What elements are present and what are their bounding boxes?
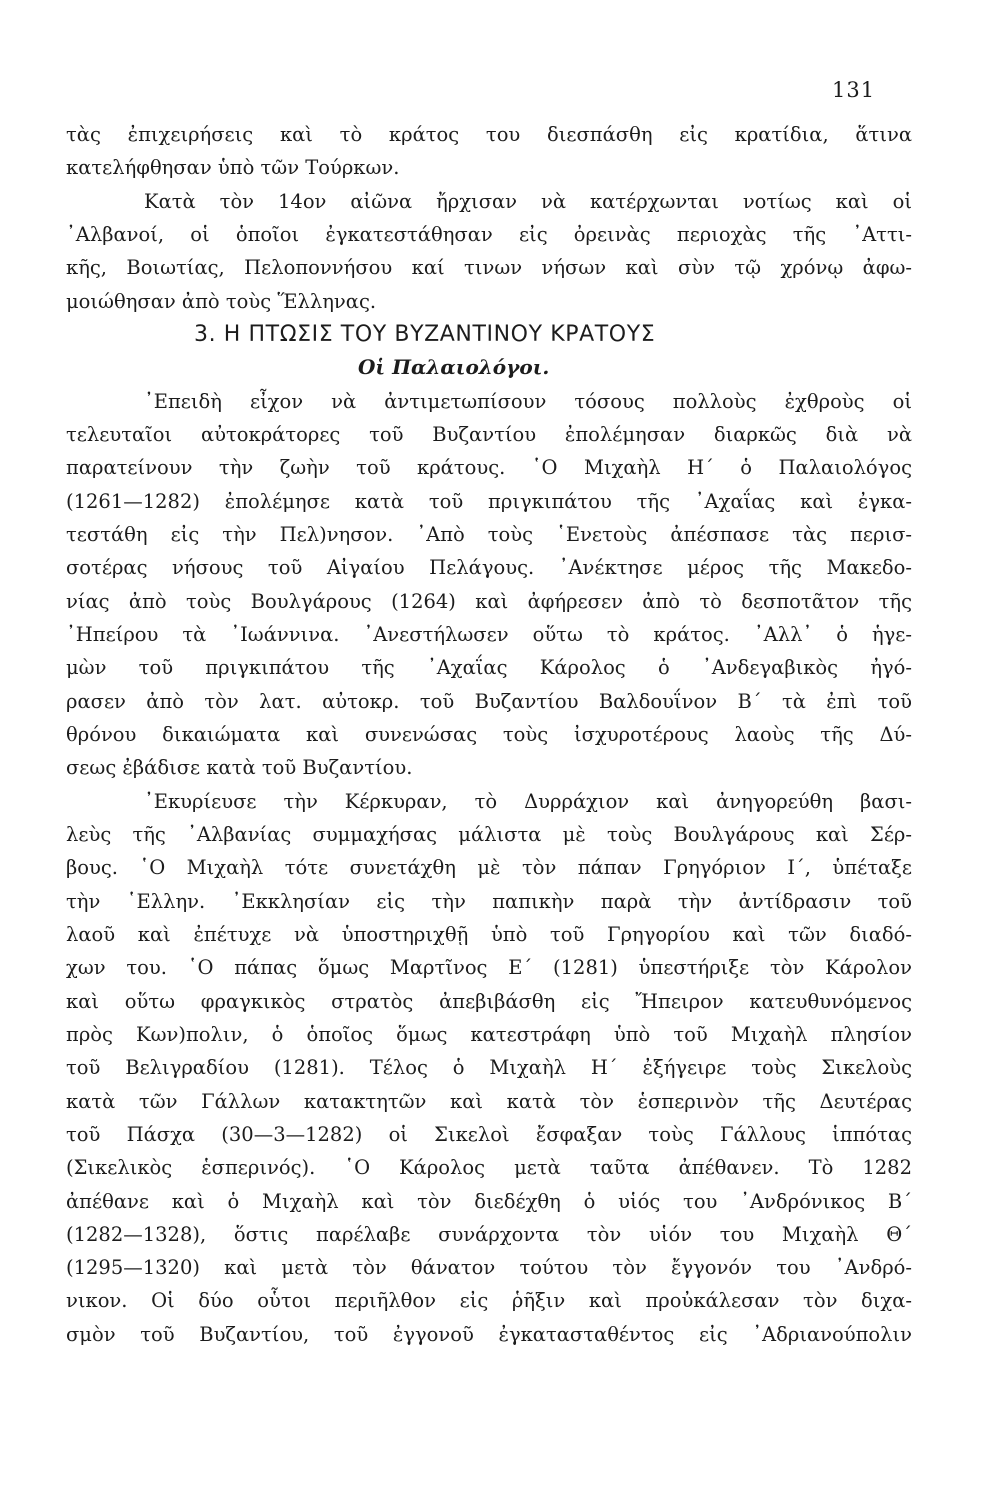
text-line: Κατὰ τὸν 14ον αἰῶνα ἤρχισαν νὰ κατέρχωνται νοτίως καὶ οἱ [144,189,912,213]
section-heading: 3. Η ΠΤΩΣΙΣ ΤΟΥ ΒΥΖΑΝΤΙΝΟΥ ΚΡΑΤΟΥΣ [194,321,656,347]
text-line: μοιώθησαν ἀπὸ τοὺς Ἕλληνας. [66,289,377,313]
text-line: τελευταῖοι αὐτοκράτορες τοῦ Βυζαντίου ἐπολέμησαν διαρκῶς διὰ νὰ [66,422,912,446]
text-line: σεως ἐβάδισε κατὰ τοῦ Βυζαντίου. [66,756,413,780]
text-line: μὼν τοῦ πριγκιπάτου τῆς ᾿Αχαΐας Κάρολος ὁ ᾿Ανδεγαβικὸς ἠγό- [66,656,912,680]
text-line: σοτέρας νήσους τοῦ Αἰγαίου Πελάγους. ᾿Ανέκτησε μέρος τῆς Μακεδο- [66,556,912,580]
text-line: πρὸς Κων)πολιν, ὁ ὁποῖος ὅμως κατεστράφη ὑπὸ τοῦ Μιχαὴλ πλησίον [66,1022,912,1046]
text-line: λαοῦ καὶ ἐπέτυχε νὰ ὑποστηριχθῇ ὑπὸ τοῦ Γρηγορίου καὶ τῶν διαδό- [66,922,912,946]
text-line: (1295—1320) καὶ μετὰ τὸν θάνατον τούτου τὸν ἔγγονόν του ᾿Ανδρό- [66,1256,912,1280]
text-line: παρατείνουν τὴν ζωὴν τοῦ κράτους. ῾Ο Μιχαὴλ Η΄ ὁ Παλαιολόγος [66,456,912,480]
text-line: χων του. ῾Ο πάπας ὅμως Μαρτῖνος Ε΄ (1281) ὑπεστήριξε τὸν Κάρολον [66,956,912,980]
text-line: ᾿Εκυρίευσε τὴν Κέρκυραν, τὸ Δυρράχιον καὶ ἀνηγορεύθη βασι- [144,789,912,813]
text-line: βους. ῾Ο Μιχαὴλ τότε συνετάχθη μὲ τὸν πάπαν Γρηγόριον Ι΄, ὑπέταξε [66,856,912,880]
text-line: κατελήφθησαν ὑπὸ τῶν Τούρκων. [66,156,400,180]
text-line: τὰς ἐπιχειρήσεις καὶ τὸ κράτος του διεσπάσθη εἰς κρατίδια, ἅτινα [66,123,912,146]
text-line: νίας ἀπὸ τοὺς Βουλγάρους (1264) καὶ ἀφήρεσεν ἀπὸ τὸ δεσποτᾶτον τῆς [66,589,912,613]
text-line: ἀπέθανε καὶ ὁ Μιχαὴλ καὶ τὸν διεδέχθη ὁ υἱός του ᾿Ανδρόνικος Β΄ [66,1189,912,1213]
section-subheading: Οἱ Παλαιολόγοι. [358,355,550,380]
body-text [66,118,912,1351]
text-line: (1282—1328), ὅστις παρέλαβε συνάρχοντα τὸν υἱόν του Μιχαὴλ Θ΄ [66,1222,912,1246]
text-line: θρόνου δικαιώματα καὶ συνενώσας τοὺς ἰσχυροτέρους λαοὺς τῆς Δύ- [66,722,912,746]
text-line: κατὰ τῶν Γάλλων κατακτητῶν καὶ κατὰ τὸν ἑσπερινὸν τῆς Δευτέρας [66,1089,912,1113]
text-line: (Σικελικὸς ἑσπερινός). ῾Ο Κάρολος μετὰ ταῦτα ἀπέθανεν. Τὸ 1282 [66,1156,912,1180]
text-line: καὶ οὕτω φραγκικὸς στρατὸς ἀπεβιβάσθη εἰς Ἤπειρον κατευθυνόμενος [66,989,912,1013]
text-line: νικον. Οἱ δύο οὗτοι περιῆλθον εἰς ῥῆξιν καὶ προὐκάλεσαν τὸν διχα- [66,1289,912,1313]
text-line: σμὸν τοῦ Βυζαντίου, τοῦ ἐγγονοῦ ἐγκατασταθέντος εἰς ᾿Αδριανούπολιν [66,1322,912,1346]
text-line: τοῦ Πάσχα (30—3—1282) οἱ Σικελοὶ ἔσφαξαν τοὺς Γάλλους ἱππότας [66,1122,912,1146]
text-line: ρασεν ἀπὸ τὸν λατ. αὐτοκρ. τοῦ Βυζαντίου Βαλδουΐνον Β΄ τὰ ἐπὶ τοῦ [66,689,912,713]
text-line: λεὺς τῆς ᾿Αλβανίας συμμαχήσας μάλιστα μὲ τοὺς Βουλγάρους καὶ Σέρ- [66,822,912,846]
text-line: τοῦ Βελιγραδίου (1281). Τέλος ὁ Μιχαὴλ Η΄ ἐξήγειρε τοὺς Σικελοὺς [66,1056,912,1080]
text-line: τὴν ῾Ελλην. ᾿Εκκλησίαν εἰς τὴν παπικὴν παρὰ τὴν ἀντίδρασιν τοῦ [66,889,912,913]
text-line: ᾿Ηπείρου τὰ ᾿Ιωάννινα. ᾿Ανεστήλωσεν οὕτω τὸ κράτος. ᾿Αλλ᾿ ὁ ἡγε- [66,622,912,646]
text-line: τεστάθη εἰς τὴν Πελ)νησον. ᾿Απὸ τοὺς ῾Ενετοὺς ἀπέσπασε τὰς περισ- [66,522,912,546]
page-number: 131 [832,78,876,102]
text-line: ᾿Επειδὴ εἶχον νὰ ἀντιμετωπίσουν τόσους πολλοὺς ἐχθροὺς οἱ [144,389,912,413]
text-line: κῆς, Βοιωτίας, Πελοποννήσου καί τινων νήσων καὶ σὺν τῷ χρόνῳ ἀφω- [66,256,912,280]
text-line: (1261—1282) ἐπολέμησε κατὰ τοῦ πριγκιπάτου τῆς ᾿Αχαΐας καὶ ἐγκα- [66,489,912,513]
text-line: ᾿Αλβανοί, οἱ ὁποῖοι ἐγκατεστάθησαν εἰς ὀρεινὰς περιοχὰς τῆς ᾿Αττι- [66,222,912,246]
